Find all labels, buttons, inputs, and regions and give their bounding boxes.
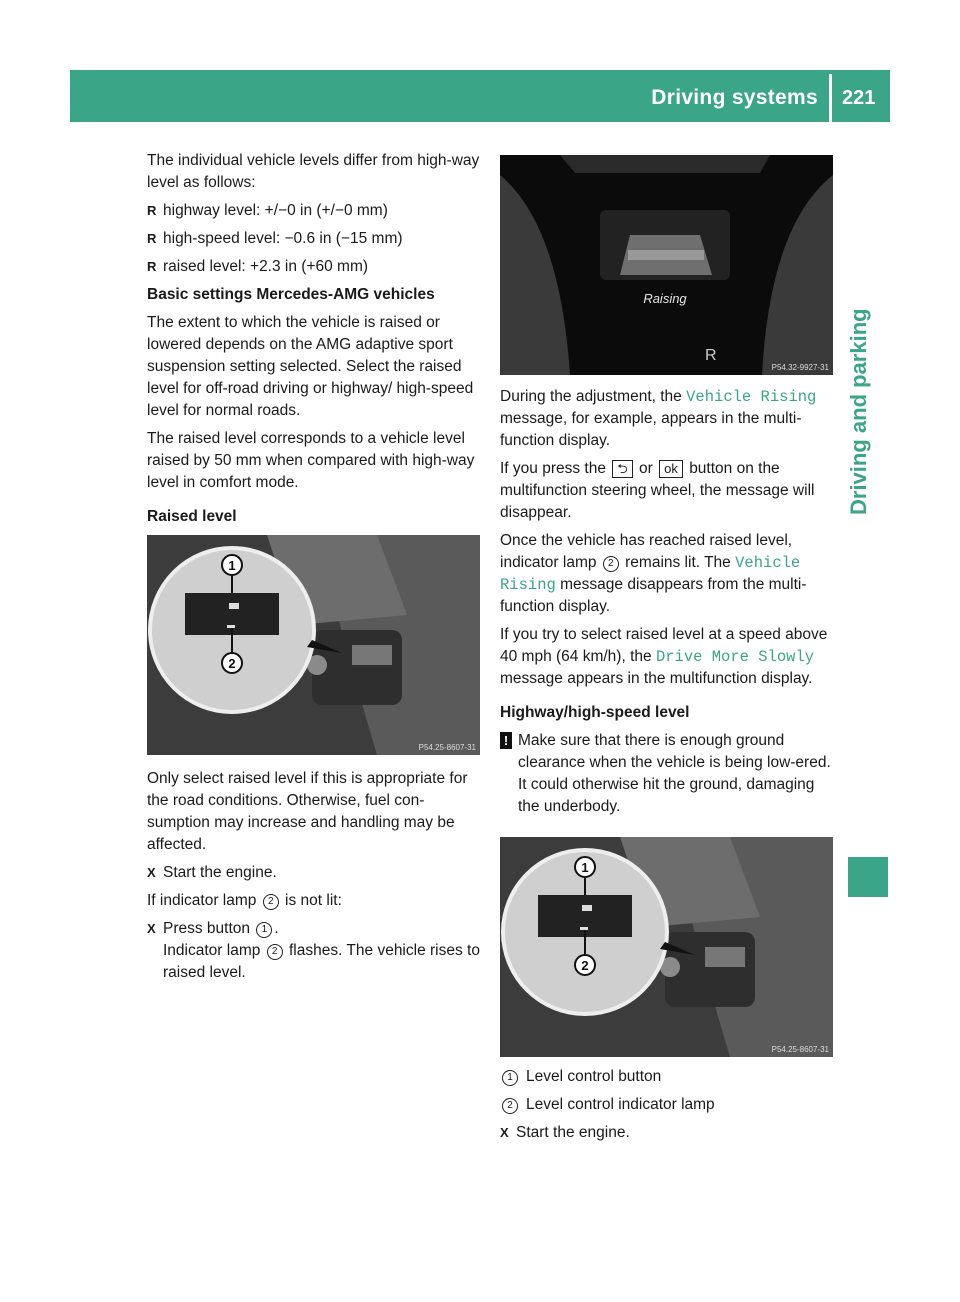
svg-text:2: 2 — [581, 958, 589, 973]
page-number: 221 — [842, 87, 876, 109]
indicator-condition: If indicator lamp 2 is not lit: — [147, 892, 342, 909]
vehicle-rising-message: Vehicle Rising — [686, 388, 817, 406]
drive-more-slowly-message: Drive More Slowly — [655, 648, 815, 666]
warning-note: ! Make sure that there is enough ground clearance when the vehicle is being low-ered. It could otherwise hit the ground, damaging the underbody. — [500, 730, 835, 818]
level-item: R highway level: +/−0 in (+/−0 mm) — [147, 200, 482, 222]
speed-warning-text: If you try to select raised level at a speed above 40 mph (64 km/h), the Drive More Slowly message appears in the multifunction display. — [500, 626, 828, 687]
image-code: P54.25-8607-31 — [418, 743, 476, 752]
level-item: R raised level: +2.3 in (+60 mm) — [147, 256, 482, 278]
highway-level-heading: Highway/high-speed level — [500, 704, 690, 721]
button-press-text: If you press the ⮌ or ok button on the multifunction steering wheel, the message will disappear. — [500, 460, 815, 521]
raised-level-text: The raised level corresponds to a vehicle level raised by 50 mm when compared with high-way level in comfort mode. — [147, 430, 475, 491]
step-start-engine: X Start the engine. — [500, 1122, 835, 1144]
step-press-button: X Press button 1 . Indicator lamp 2 flashes. The vehicle rises to raised level. — [147, 918, 482, 984]
left-column — [147, 150, 482, 534]
header-divider — [829, 74, 832, 122]
basic-settings-text: The extent to which the vehicle is raised or lowered depends on the AMG adaptive sport suspension setting selected. Select the raised level for off-road driving or highway/ high-speed level for normal roads. — [147, 314, 474, 419]
warning-icon: ! — [500, 732, 512, 749]
legend-item-1: 1 Level control button — [500, 1066, 835, 1088]
image-code: P54.32-9927-31 — [771, 363, 829, 372]
svg-text:1: 1 — [228, 558, 236, 573]
callout-2: 2 — [263, 894, 279, 910]
svg-text:1: 1 — [581, 860, 589, 875]
step-start-engine: X Start the engine. — [147, 862, 482, 884]
instrument-cluster-photo — [500, 155, 833, 375]
console-photo-2 — [500, 837, 833, 1057]
raising-display-text: Raising — [643, 291, 687, 306]
svg-text:2: 2 — [228, 656, 236, 671]
callout-1: 1 — [256, 922, 272, 938]
svg-text:R: R — [705, 347, 717, 364]
intro-text: The individual vehicle levels differ from high-way level as follows: — [147, 152, 480, 191]
level-item: R high-speed level: −0.6 in (−15 mm) — [147, 228, 482, 250]
raised-level-heading: Raised level — [147, 508, 237, 525]
legend-item-2: 2 Level control indicator lamp — [500, 1094, 835, 1116]
basic-settings-heading: Basic settings Mercedes-AMG vehicles — [147, 286, 435, 303]
back-key-icon: ⮌ — [612, 460, 632, 478]
callout-2: 2 — [267, 944, 283, 960]
callout-2: 2 — [603, 556, 619, 572]
adjustment-text: During the adjustment, the Vehicle Rising message, for example, appears in the multi-function display. — [500, 388, 817, 449]
only-select-text: Only select raised level if this is appropriate for the road conditions. Otherwise, fuel con-sumption may increase and handling may be affected. — [147, 770, 468, 853]
right-column — [500, 386, 835, 824]
once-reached-text: Once the vehicle has reached raised level, indicator lamp 2 remains lit. The Vehicle Rising message disappears from the multi-function display. — [500, 532, 807, 615]
left-column-lower — [147, 768, 482, 990]
image-code: P54.25-8607-31 — [771, 1045, 829, 1054]
vehicle-rising-message: Vehicle Rising — [500, 554, 801, 594]
right-column-lower — [500, 1066, 835, 1150]
section-title: Driving systems — [651, 86, 818, 109]
ok-key-icon: ok — [659, 460, 683, 478]
chapter-marker — [848, 857, 888, 897]
chapter-tab-label: Driving and parking — [846, 308, 871, 515]
console-photo — [147, 535, 480, 755]
